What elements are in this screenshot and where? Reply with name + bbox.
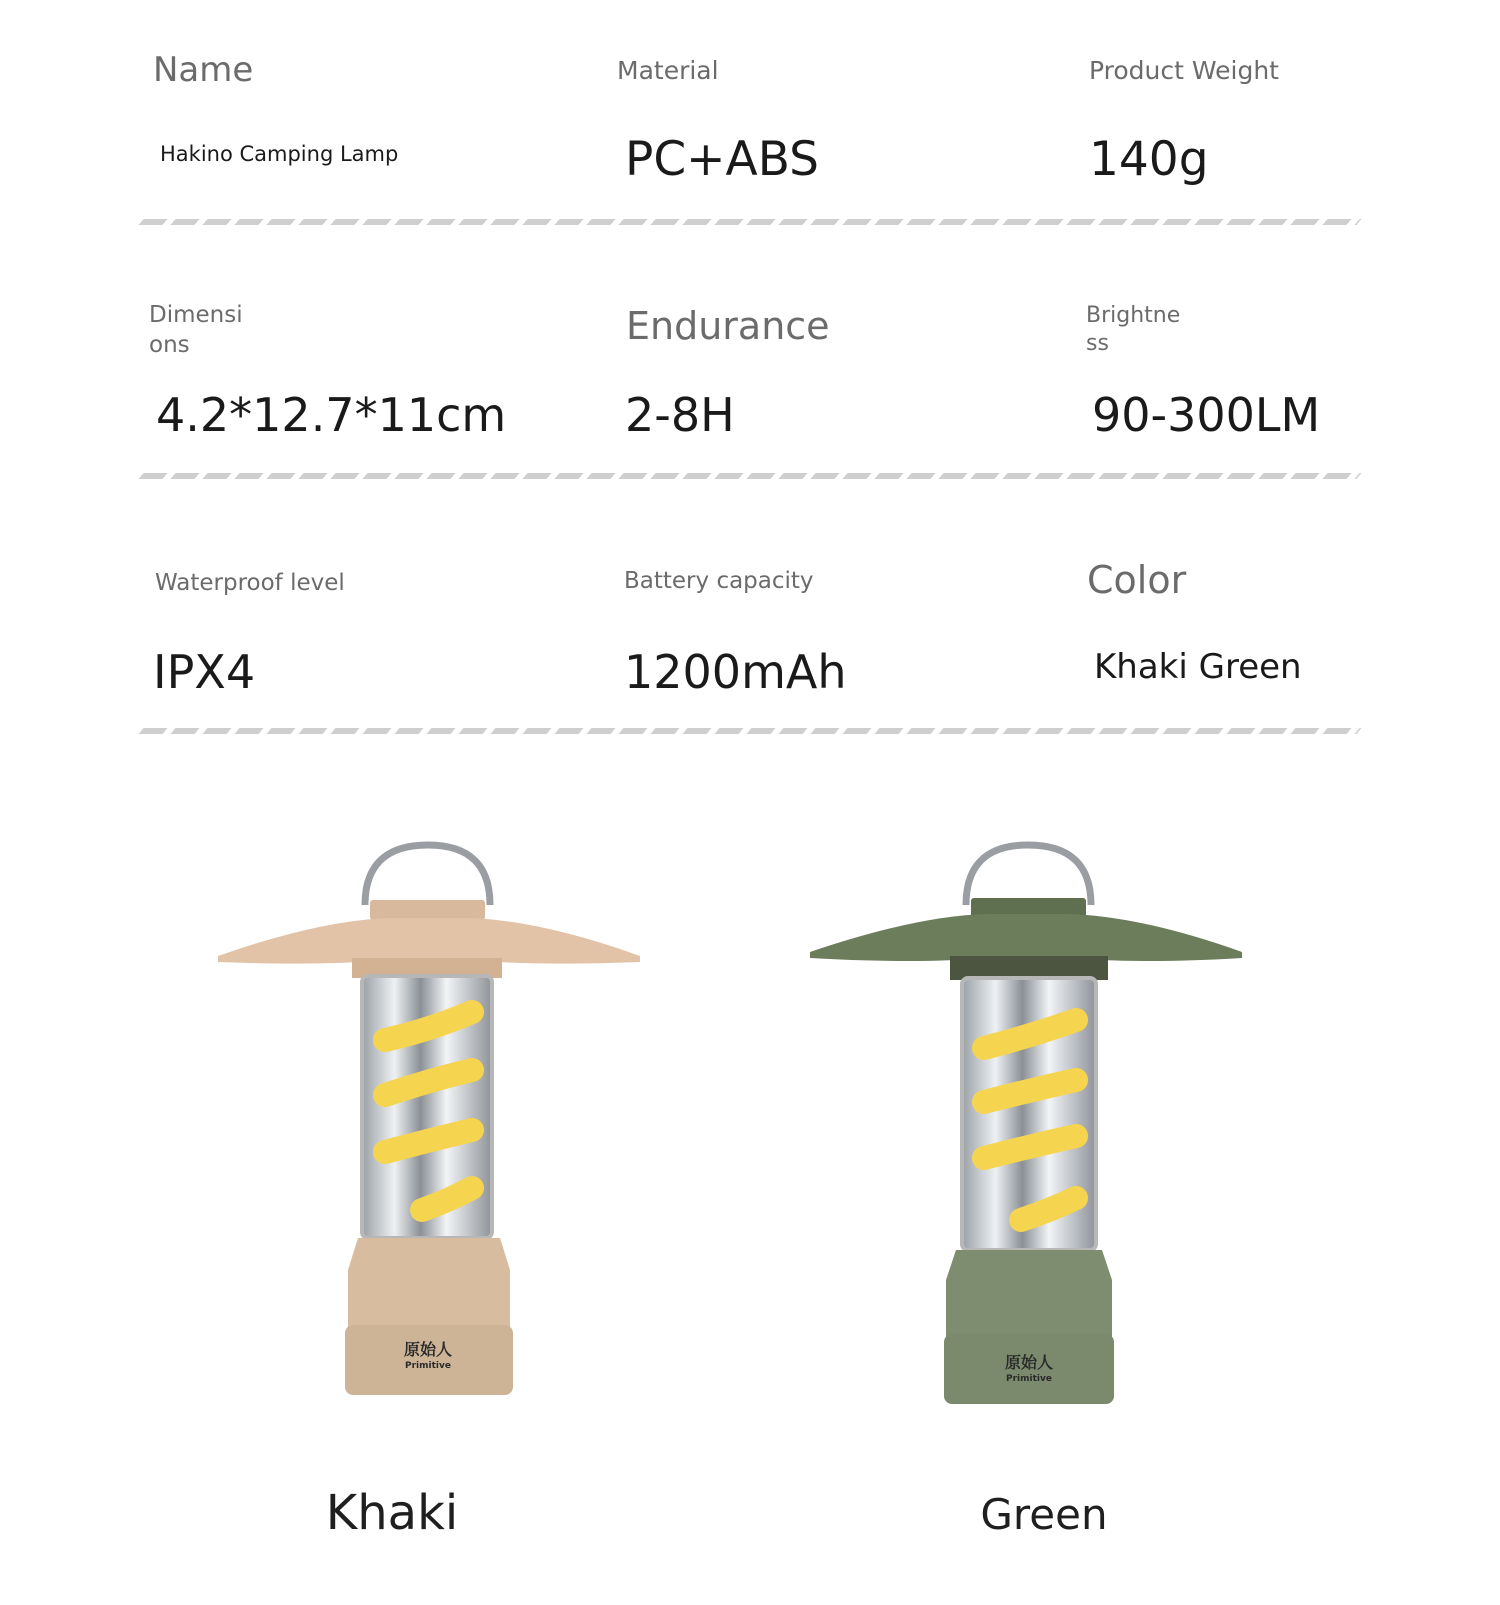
brightness-label-line2: ss [1086,331,1109,356]
material-value: PC+ABS [625,132,819,187]
handle-ring [365,845,490,905]
dimensions-value: 4.2*12.7*11cm [156,388,507,442]
khaki-brand-en: Primitive [405,1361,451,1371]
brightness-value: 90-300LM [1092,388,1321,442]
waterproof-value: IPX4 [153,645,256,699]
green-lamp-image [806,840,1246,1420]
green-brand-en: Primitive [1006,1374,1052,1384]
khaki-brand-cn: 原始人 [403,1340,453,1359]
battery-label: Battery capacity [624,568,814,594]
name-label: Name [153,50,254,90]
color-value: Khaki Green [1094,647,1302,687]
green-caption: Green [980,1490,1108,1539]
row-divider-1 [138,219,1361,225]
dimensions-label [149,300,243,360]
weight-label: Product Weight [1089,56,1279,85]
name-value: Hakino Camping Lamp [160,142,399,166]
dimensions-label-line2: ons [149,332,190,358]
material-label: Material [617,56,719,85]
brightness-label-line1: Brightne [1086,303,1181,328]
row-divider-2 [138,473,1361,479]
brightness-label [1086,302,1180,358]
color-label: Color [1087,558,1187,602]
khaki-base [345,1325,513,1395]
khaki-lamp-image [210,840,650,1420]
khaki-shade [218,918,640,964]
khaki-caption: Khaki [325,1485,459,1541]
waterproof-label: Waterproof level [155,570,345,596]
weight-value: 140g [1089,132,1209,187]
handle-ring [966,845,1091,905]
endurance-value: 2-8H [625,388,735,442]
green-brand-cn: 原始人 [1004,1353,1054,1372]
battery-value: 1200mAh [624,645,847,699]
row-divider-3 [138,728,1361,734]
dimensions-label-line1: Dimensi [149,302,243,328]
endurance-label: Endurance [626,304,830,348]
green-shade [810,914,1242,961]
